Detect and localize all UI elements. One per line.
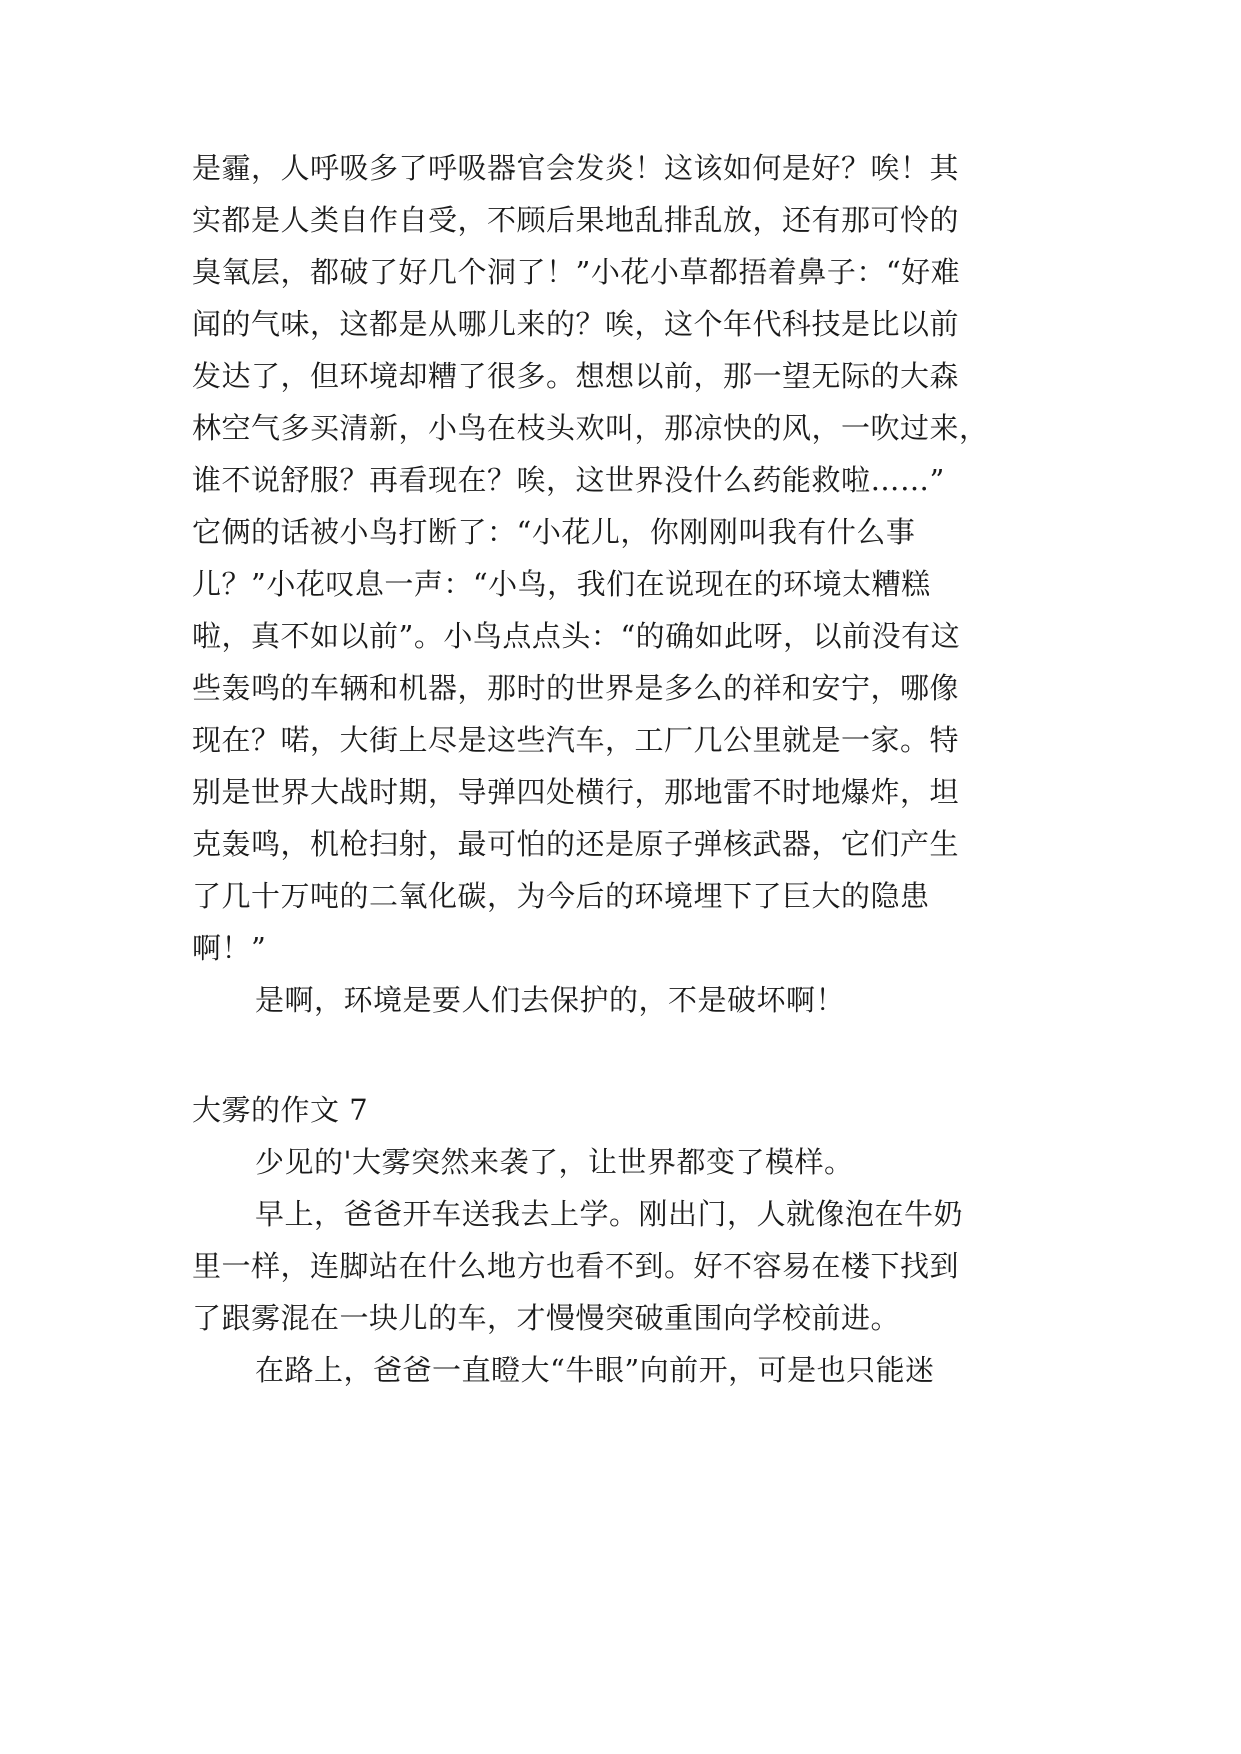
text-line: 臭氧层，都破了好几个洞了！”小花小草都捂着鼻子：“好难 [192, 255, 961, 289]
text-line: 它俩的话被小鸟打断了：“小花儿，你刚刚叫我有什么事 [192, 515, 916, 549]
text-line: 谁不说舒服？再看现在？唉，这世界没什么药能救啦……” [192, 463, 945, 497]
text-line: 是霾，人呼吸多了呼吸器官会发炎！这该如何是好？唉！其 [192, 151, 960, 185]
text-line: 里一样，连脚站在什么地方也看不到。好不容易在楼下找到 [192, 1249, 960, 1283]
text-line: 了几十万吨的二氧化碳，为今后的环境埋下了巨大的隐患 [192, 879, 930, 913]
essay-title: 大雾的作文 7 [192, 1093, 369, 1127]
closing-paragraph: 是啊，环境是要人们去保护的，不是破坏啊！ [255, 983, 846, 1017]
text-line: 实都是人类自作自受，不顾后果地乱排乱放，还有那可怜的 [192, 203, 960, 237]
text-line: 现在？喏，大街上尽是这些汽车，工厂几公里就是一家。特 [192, 723, 960, 757]
text-line: 早上，爸爸开车送我去上学。刚出门，人就像泡在牛奶 [255, 1197, 964, 1231]
text-line: 些轰鸣的车辆和机器，那时的世界是多么的祥和安宁，哪像 [192, 671, 960, 705]
text-line: 啊！” [192, 931, 267, 965]
essay-paragraph: 少见的'大雾突然来袭了，让世界都变了模样。 [255, 1145, 854, 1179]
text-line: 林空气多买清新，小鸟在枝头欢叫，那凉快的风，一吹过来， [192, 411, 989, 445]
text-line: 儿？”小花叹息一声：“小鸟，我们在说现在的环境太糟糕 [192, 567, 931, 601]
text-line: 发达了，但环境却糟了很多。想想以前，那一望无际的大森 [192, 359, 960, 393]
text-line: 在路上，爸爸一直瞪大“牛眼”向前开，可是也只能迷 [255, 1353, 935, 1387]
text-line: 闻的气味，这都是从哪儿来的？唉，这个年代科技是比以前 [192, 307, 960, 341]
text-line: 啦，真不如以前”。小鸟点点头：“的确如此呀，以前没有这 [192, 619, 961, 653]
text-line: 了跟雾混在一块儿的车，才慢慢突破重围向学校前进。 [192, 1301, 901, 1335]
text-line: 别是世界大战时期，导弹四处横行，那地雷不时地爆炸，坦 [192, 775, 960, 809]
text-line: 克轰鸣，机枪扫射，最可怕的还是原子弹核武器，它们产生 [192, 827, 960, 861]
